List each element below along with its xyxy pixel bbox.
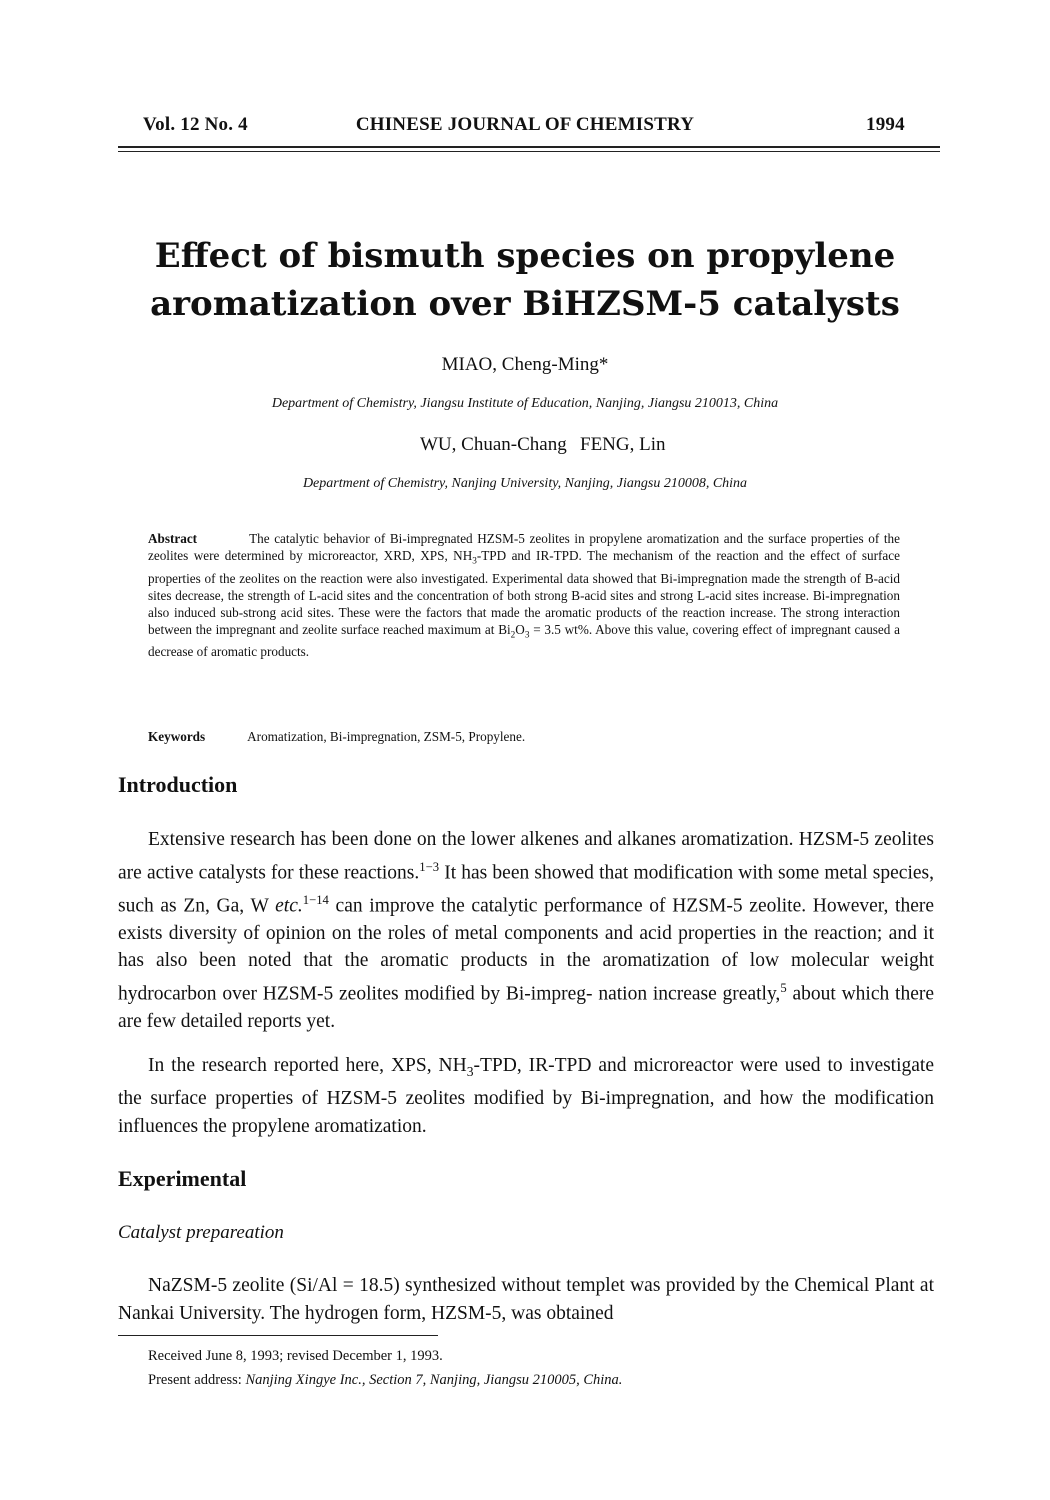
- abstract-text: The catalytic behavior of Bi-impregnated HZSM-5 zeolites in propylene aromatization and the surface properties of the zeolites were determined by microreactor, XRD, XPS, $NH_3$-TPD and IR-TPD. The mechanism of the reaction and the effect of surface properties of the zeolites on the reaction were also investigated. Experimental data showed that Bi-impregnation made the strength of B-acid sites decrease, the strength of L-acid sites and the concentration of both strong B-acid sites and strong L-acid sites increase. Bi-impregnation also induced sub-strong acid sites. These were the factors that made the aromatic products of the reaction increase. The strong interaction between the impregnant and zeolite surface reached maximum at $Bi_2O_3 = 3.5$ wt%. Above this value, covering effect of impregnant caused a decrease of aromatic products.: [148, 531, 900, 660]
- intro-paragraph-1: Extensive research has been done on the lower alkenes and alkanes aromatization. HZSM-5 zeolites are active catalysts for these reactions.$^{1-3}$ It has been showed that modification with some metal species, such as Zn, Ga, W etc.$^{1-14}$ can improve the catalytic performance of HZSM-5 zeolite. However, there exists diversity of opinion on the roles of metal components and acid properties in the reaction; and it has also been noted that the aromatic products in the aromatization of low molecular weight hydrocarbon over HZSM-5 zeolites modified by Bi-impreg- nation increase greatly,$^5$ about which there are few detailed reports yet.: [118, 829, 934, 1032]
- header-journal: CHINESE JOURNAL OF CHEMISTRY: [355, 114, 695, 135]
- affiliation-2: Department of Chemistry, Nanjing University, Nanjing, Jiangsu 210008, China: [302, 476, 748, 491]
- footnote-rule: [118, 1335, 438, 1336]
- keywords: [148, 728, 900, 745]
- experimental-paragraph-1: NaZSM-5 zeolite (Si/Al = 18.5) synthesized without templet was provided by the Chemical Plant at Nankai University. The hydrogen form, HZSM-5, was obtained: [118, 1275, 934, 1324]
- intro-paragraph-2: In the research reported here, XPS, $NH_3$-TPD, IR-TPD and microreactor were used to investigate the surface properties of HZSM-5 zeolites modified by Bi-impregnation, and how the modification influences the propylene aromatization.: [118, 1055, 934, 1137]
- keywords-text: Aromatization, Bi-impregnation, ZSM-5, Propylene.: [247, 729, 526, 744]
- header-year: 1994: [866, 114, 905, 135]
- header-volume: Vol. 12 No. 4: [143, 114, 248, 135]
- section-experimental: Experimental: [118, 1166, 247, 1191]
- affiliation-1: Department of Chemistry, Jiangsu Institute of Education, Nanjing, Jiangsu 210013, China: [271, 396, 779, 411]
- footnote-present-label: Present address:: [148, 1372, 242, 1388]
- author-1: MIAO, Cheng-Ming*: [441, 354, 609, 375]
- header-rule-top: [118, 146, 940, 148]
- header-rule-bottom: [118, 151, 940, 152]
- footnote-present-text: Nanjing Xingye Inc., Section 7, Nanjing, Jiangsu 210005, China.: [245, 1372, 623, 1388]
- keywords-label: Keywords: [148, 729, 206, 744]
- author-3: FENG, Lin: [580, 434, 666, 455]
- abstract: [148, 530, 900, 660]
- footnote-received: Received June 8, 1993; revised December 1, 1993.: [148, 1348, 443, 1364]
- title-line-2: aromatization over BiHZSM-5 catalysts: [150, 284, 900, 324]
- paper-title: [0, 232, 1050, 328]
- abstract-label: Abstract: [148, 531, 198, 546]
- subsection-catalyst-preparation: Catalyst prepareation: [118, 1222, 284, 1243]
- title-line-1: Effect of bismuth species on propylene: [154, 236, 896, 276]
- footnote-present-address: [148, 1372, 622, 1389]
- author-2: WU, Chuan-Chang: [420, 434, 567, 455]
- section-introduction: Introduction: [118, 772, 238, 797]
